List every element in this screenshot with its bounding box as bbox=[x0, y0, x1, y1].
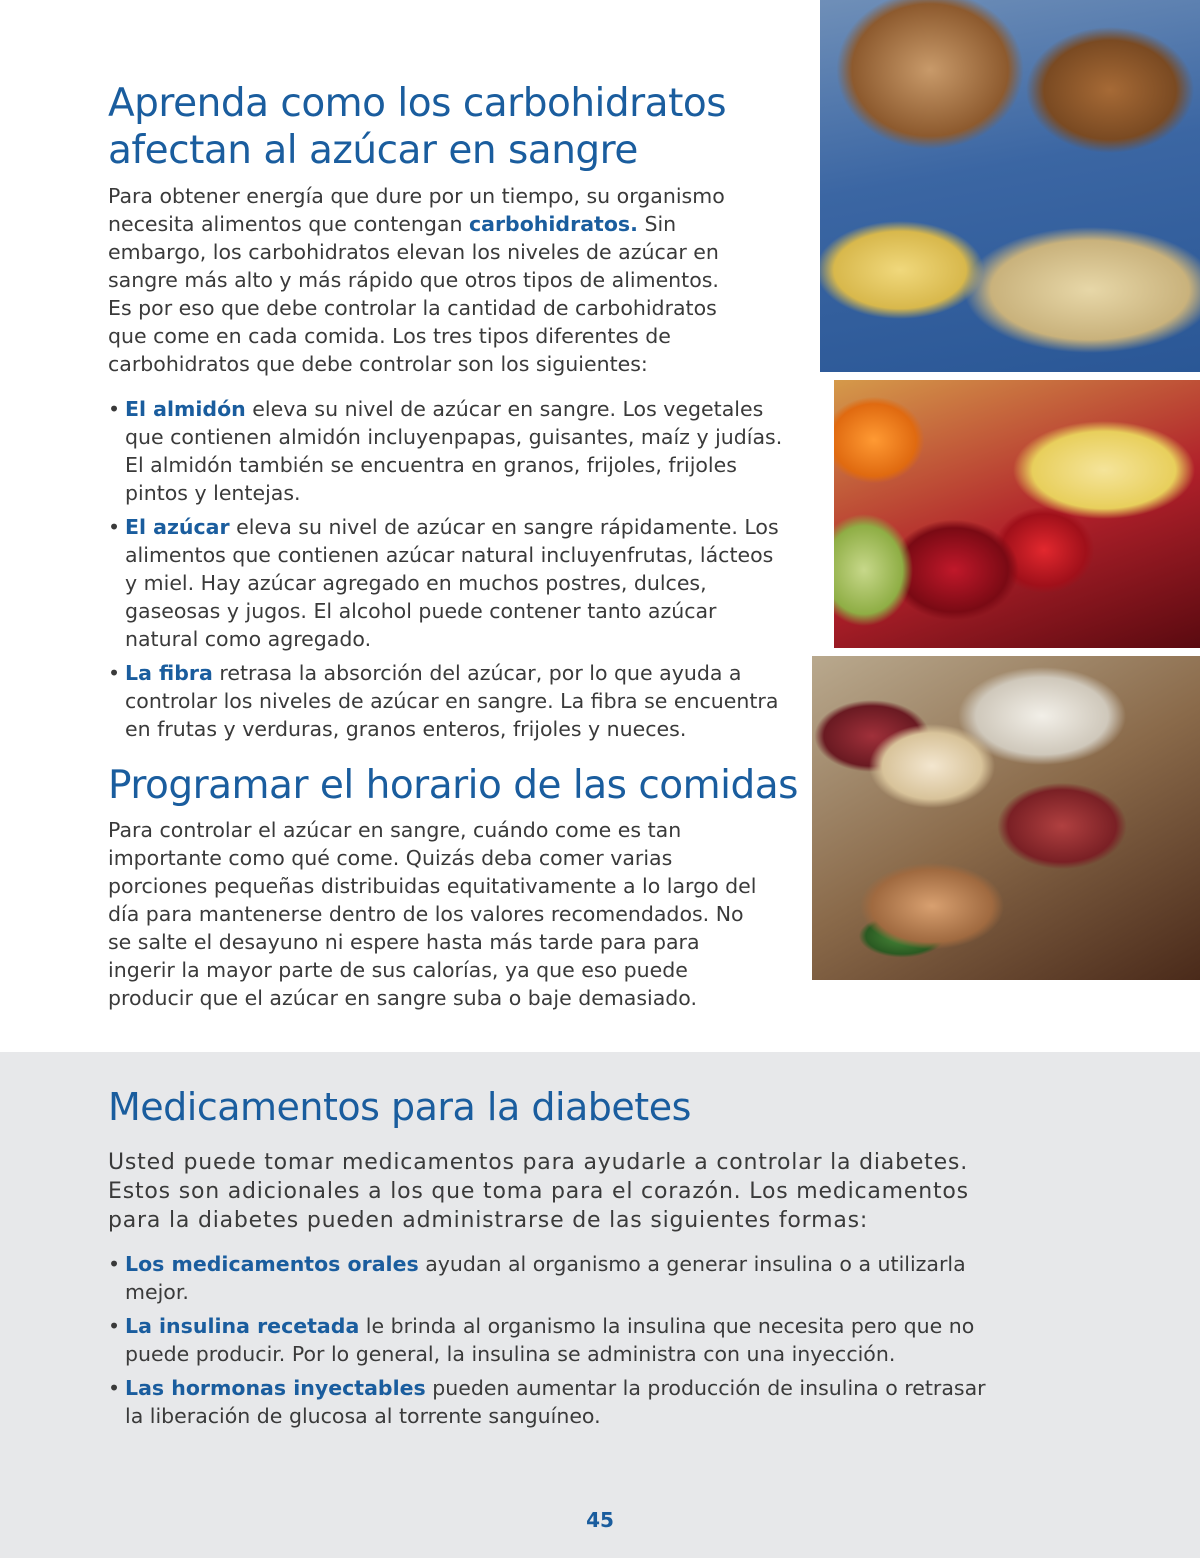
medications-intro: Usted puede tomar medicamentos para ayudarle a controlar la diabetes. Estos son adicionales a los que toma para el corazón. Los medicamentos para la diabetes pueden administrarse de las siguientes formas: bbox=[108, 1150, 969, 1233]
beans-photo bbox=[812, 656, 1200, 980]
page-number: 45 bbox=[586, 1508, 614, 1532]
term-injectables: Las hormonas inyectables bbox=[125, 1376, 426, 1400]
term-fiber: La fibra bbox=[125, 661, 213, 685]
term-starch: El almidón bbox=[125, 397, 246, 421]
list-item-injectables: • Las hormonas inyectables pueden aumentar la producción de insulina o retrasar la liberación de glucosa al torrente sanguíneo. bbox=[108, 1376, 986, 1428]
desc-oral: ayudan al organismo a generar insulina o a utilizarla mejor. bbox=[125, 1252, 966, 1304]
carbs-intro bbox=[108, 182, 748, 378]
list-item-insulin: • La insulina recetada le brinda al organismo la insulina que necesita pero que no puede producir. Por lo general, la insulina se administra con una inyección. bbox=[108, 1314, 975, 1366]
term-insulin: La insulina recetada bbox=[125, 1314, 360, 1338]
photo-strip bbox=[800, 0, 1200, 1000]
bread-pasta-photo bbox=[820, 0, 1200, 372]
desc-sugar: eleva su nivel de azúcar en sangre rápidamente. Los alimentos que contienen azúcar natural incluyenfrutas, lácteos y miel. Hay azúcar agregado en muchos postres, dulces, gaseosas y jugos. El alcohol puede contener tanto azúcar natural como agregado. bbox=[125, 515, 779, 651]
term-sugar: El azúcar bbox=[125, 515, 230, 539]
carbs-heading-line2: afectan al azúcar en sangre bbox=[108, 128, 638, 173]
medications-section bbox=[0, 1052, 1200, 1558]
medications-list bbox=[108, 1250, 988, 1430]
list-item-starch: • El almidón eleva su nivel de azúcar en sangre. Los vegetales que contienen almidón incluyenpapas, guisantes, maíz y judías. El almidón también se encuentra en granos, frijoles, frijoles pintos y lentejas. bbox=[108, 397, 783, 505]
list-item-fiber: • La fibra retrasa la absorción del azúcar, por lo que ayuda a controlar los niveles de azúcar en sangre. La fibra se encuentra en frutas y verduras, granos enteros, frijoles y nueces. bbox=[108, 661, 779, 741]
carbs-heading-line1: Aprenda como los carbohidratos bbox=[108, 81, 727, 126]
carbs-intro-text-b: Sin embargo, los carbohidratos elevan los niveles de azúcar en sangre más alto y más rápido que otros tipos de alimentos. Es por eso que debe controlar la cantidad de carbohidratos que come en cada comida. Los tres tipos diferentes de carbohidratos que debe controlar son los siguientes: bbox=[108, 212, 719, 376]
medications-heading: Medicamentos para la diabetes bbox=[108, 1085, 691, 1129]
carbs-list bbox=[108, 395, 788, 743]
carbs-heading bbox=[108, 80, 726, 174]
desc-injectables: pueden aumentar la producción de insulina o retrasar la liberación de glucosa al torrente sanguíneo. bbox=[125, 1376, 986, 1428]
desc-insulin: le brinda al organismo la insulina que necesita pero que no puede producir. Por lo general, la insulina se administra con una inyección. bbox=[125, 1314, 975, 1366]
fruit-photo bbox=[834, 380, 1200, 648]
meal-schedule-heading: Programar el horario de las comidas bbox=[108, 763, 798, 808]
list-item-sugar: • El azúcar eleva su nivel de azúcar en sangre rápidamente. Los alimentos que contienen azúcar natural incluyenfrutas, lácteos y miel. Hay azúcar agregado en muchos postres, dulces, gaseosas y jugos. El alcohol puede contener tanto azúcar natural como agregado. bbox=[108, 515, 779, 651]
list-item-oral: • Los medicamentos orales ayudan al organismo a generar insulina o a utilizarla mejor. bbox=[108, 1252, 966, 1304]
term-oral: Los medicamentos orales bbox=[125, 1252, 419, 1276]
carbs-intro-text-a: Para obtener energía que dure por un tiempo, su organismo necesita alimentos que contengan bbox=[108, 184, 725, 236]
desc-fiber: retrasa la absorción del azúcar, por lo que ayuda a controlar los niveles de azúcar en sangre. La fibra se encuentra en frutas y verduras, granos enteros, frijoles y nueces. bbox=[125, 661, 779, 741]
carbs-keyword: carbohidratos. bbox=[468, 212, 638, 236]
desc-starch: eleva su nivel de azúcar en sangre. Los vegetales que contienen almidón incluyenpapas, guisantes, maíz y judías. El almidón también se encuentra en granos, frijoles, frijoles pintos y lentejas. bbox=[125, 397, 783, 505]
meal-schedule-body: Para controlar el azúcar en sangre, cuándo come es tan importante como qué come. Quizás deba comer varias porciones pequeñas distribuidas equitativamente a lo largo del día para mantenerse dentro de los valores recomendados. No se salte el desayuno ni espere hasta más tarde para para ingerir la mayor parte de sus calorías, ya que eso puede producir que el azúcar en sangre suba o baje demasiado. bbox=[108, 818, 757, 1010]
